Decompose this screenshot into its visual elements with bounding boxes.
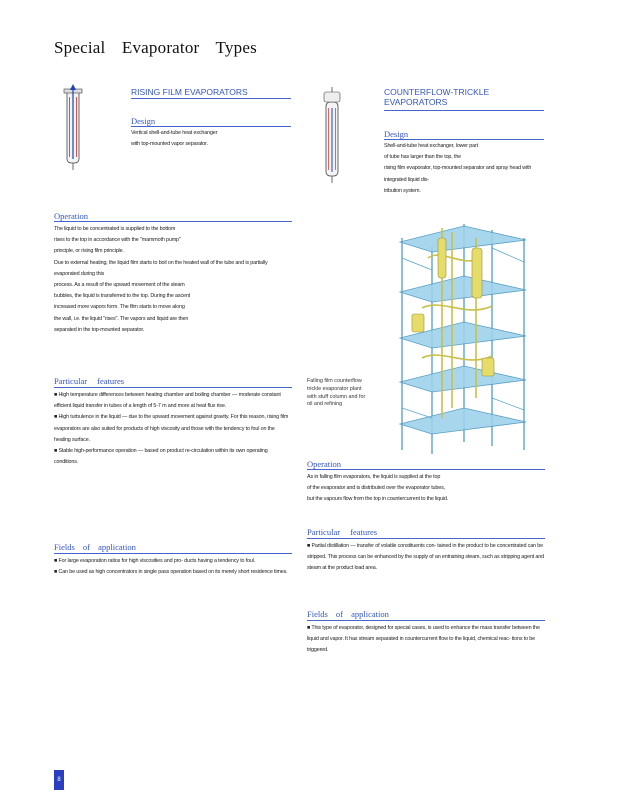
rising-film-heading: RISING FILM EVAPORATORS [131, 87, 248, 97]
fields-right-item: ■ This type of evaporator, designed for special cases, is used to enhance the mass transfer between the liquid and vapor. It has stream separated in countercurrent flow to the liquid, chemical reac- tions to be triggered. [307, 625, 540, 654]
counterflow-heading-rule [384, 110, 544, 111]
fields-right-label: Fields of application [307, 609, 389, 619]
features-left-rule [54, 387, 292, 388]
counterflow-design-line: tribution system. [384, 187, 421, 194]
operation-right-text [307, 472, 545, 506]
operation-left-line: increased more vapors form. The film starts to move along [54, 304, 185, 311]
features-right-label: Particular features [307, 527, 378, 537]
plant-caption [307, 378, 371, 409]
fields-left-item: ■ Can be used as high concentrators in single pass operation based on its merely short residence times. [54, 569, 288, 576]
operation-left-label: Operation [54, 211, 88, 221]
rising-design-line: Vertical shell-and-tube heat exchanger [131, 130, 218, 136]
fields-right-rule [307, 620, 545, 621]
operation-left-line: separated in the top-mounted separator. [54, 326, 145, 333]
page-number: 8 [54, 770, 64, 790]
operation-left-text [54, 224, 292, 336]
counterflow-design-line: Shell-and-tube heat exchanger, lower part [384, 143, 478, 149]
counterflow-heading-line: EVAPORATORS [384, 97, 448, 107]
features-left-item: ■ High temperature differences between heating chamber and boiling chamber — moderate constant efficient liquid transfer in tubes of a length of 5-7 m and more at heat flux rise. [54, 392, 281, 410]
plant-caption-line: trickle evaporator plant [307, 385, 362, 392]
operation-right-line: of the evaporator and is distributed over the evaporator tubes, [307, 485, 445, 492]
features-left-label: Particular features [54, 376, 125, 386]
operation-left-line: the wall, i.e. the liquid "rises". The vapors and liquid are then [54, 315, 189, 322]
rising-design-label: Design [131, 116, 156, 126]
counterflow-design-label: Design [384, 129, 409, 139]
operation-left-line: rises to the top in accordance with the "mammoth pump" [54, 237, 181, 244]
plant-caption-line: Falling film counterflow [307, 378, 362, 384]
evaporator-plant-illustration [372, 218, 552, 458]
counterflow-heading [384, 87, 544, 107]
operation-left-rule [54, 221, 292, 222]
rising-design-line: with top-mounted vapor separator. [131, 141, 208, 148]
operation-right-line: As in falling film evaporators, the liquid is supplied at the top [307, 474, 441, 480]
operation-right-label: Operation [307, 459, 341, 469]
plant-caption-line: oil and refining [307, 401, 343, 408]
fields-left-label: Fields of application [54, 542, 136, 552]
operation-left-line: process. As a result of the upward movement of the steam [54, 282, 185, 289]
counterflow-heading-line: COUNTERFLOW-TRICKLE [384, 87, 490, 97]
features-left-item: ■ High turbulence in the liquid — due to the upward movement against gravity. For this reason, rising film evaporators are also suited for products of high viscosity and those with the tendency to foul on the heating surface. [54, 414, 289, 443]
fields-left-text [54, 556, 292, 578]
counterflow-design-text [384, 141, 544, 197]
page-title: Special Evaporator Types [54, 38, 257, 57]
operation-left-line: bubbles, the liquid is transferred to the top. During the ascent [54, 293, 191, 300]
rising-heading-rule [131, 98, 291, 99]
features-left-item: ■ Stable high-performance operation — based on product re-circulation within its own operating conditions. [54, 448, 268, 466]
counterflow-design-line: rising film evaporator, top-mounted separator and spray head with integrated liquid dis- [384, 165, 532, 183]
features-right-text [307, 541, 545, 575]
operation-left-line: principle, or rising film principle. [54, 248, 124, 255]
fields-left-item: ■ For large evaporation ratios for high viscosities and pro- ducts having a tendency to foul. [54, 558, 256, 564]
features-right-rule [307, 538, 545, 539]
operation-right-rule [307, 469, 545, 470]
features-left-text [54, 390, 292, 468]
operation-left-line: Due to external heating, the liquid film starts to boil on the heated wall of the tube and is partially evaporated during this [54, 259, 268, 277]
fields-left-rule [54, 553, 292, 554]
counterflow-evaporator-schematic [318, 86, 346, 186]
operation-left-line: The liquid to be concentrated is supplied to the bottom [54, 226, 176, 232]
rising-design-rule [131, 126, 291, 127]
features-right-item: ■ Partial distillation — transfer of volatile constituents con- tained in the product to be concentrated can be stripped. This process can be enhanced by the supply of an entraining steam, such as stripping agent and steam at the product load area. [307, 543, 544, 572]
rising-design-text [131, 128, 296, 150]
fields-right-text [307, 623, 545, 657]
plant-caption-line: with stuff column and for [307, 393, 366, 400]
counterflow-design-rule [384, 139, 544, 140]
operation-right-line: but the vapours flow from the top in countercurrent to the liquid. [307, 496, 449, 503]
rising-film-evaporator-schematic [58, 83, 88, 173]
counterflow-design-line: of tube has larger than the top, the [384, 154, 462, 161]
